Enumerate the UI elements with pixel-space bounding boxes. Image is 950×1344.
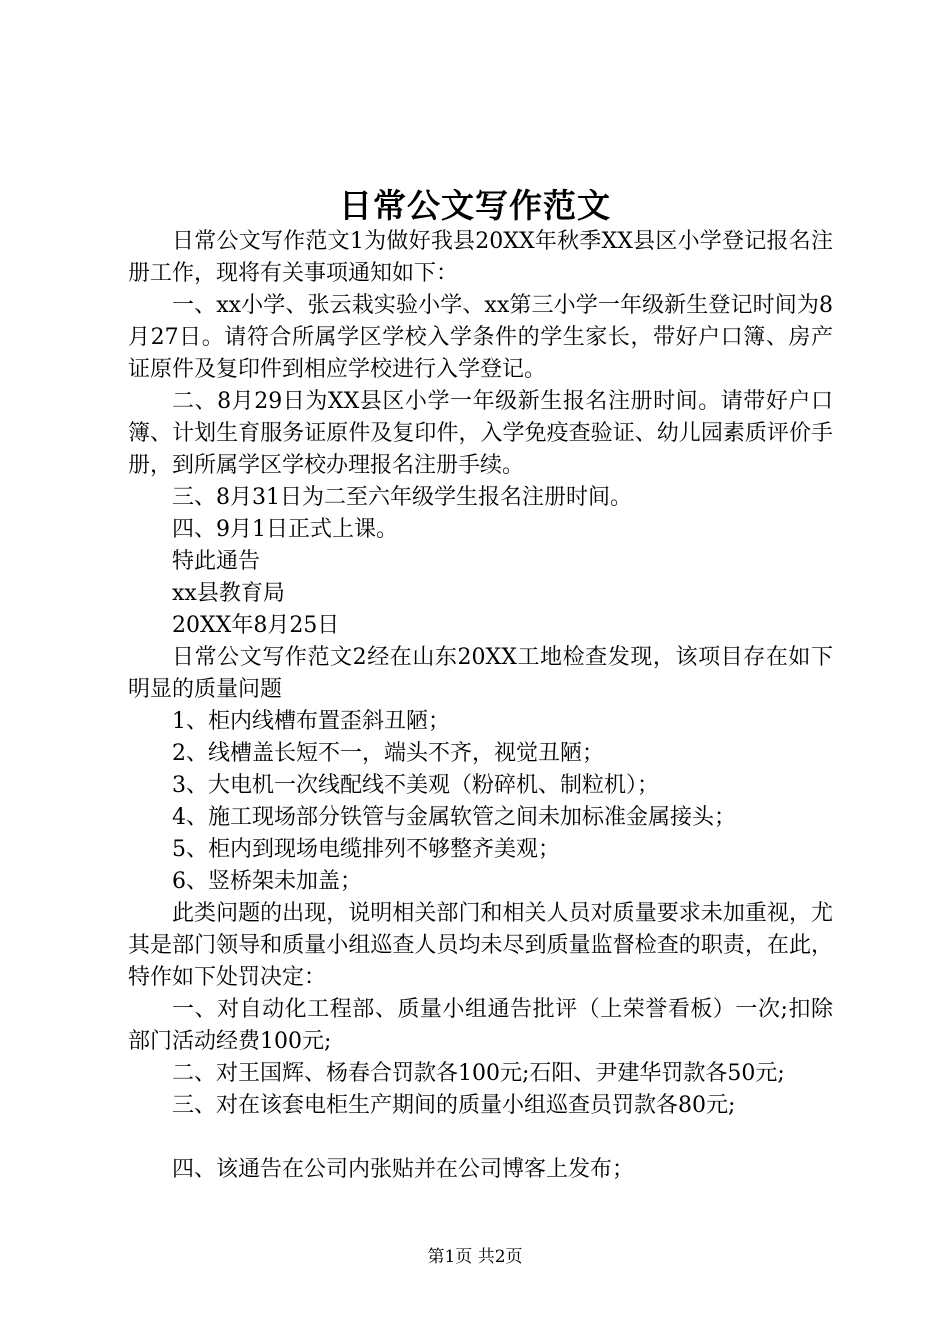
paragraph-issue-5: 5、柜内到现场电缆排列不够整齐美观；: [172, 837, 560, 862]
paragraph-notice: 特此通告: [172, 549, 261, 574]
paragraph-intro-1: 日常公文写作范文1为做好我县20XX年秋季XX县区小学登记报名注册工作，现将有关事项通知如下：: [128, 229, 833, 286]
paragraph-issue-3: 3、大电机一次线配线不美观（粉碎机、制粒机）；: [172, 773, 659, 798]
paragraph-penalty-1: 一、对自动化工程部、质量小组通告批评（上荣誉看板）一次;扣除部门活动经费100元;: [128, 997, 833, 1054]
paragraph-item-1: 一、xx小学、张云栽实验小学、xx第三小学一年级新生登记时间为8月27日。请符合所属学区学校入学条件的学生家长，带好户口簿、房产证原件及复印件到相应学校进行入学登记。: [128, 293, 833, 382]
document-title: 日常公文写作范文: [339, 186, 611, 225]
page-footer: 第1页 共2页: [427, 1247, 523, 1267]
paragraph-date: 20XX年8月25日: [172, 613, 340, 638]
paragraph-issue-1: 1、柜内线槽布置歪斜丑陋；: [172, 709, 450, 734]
paragraph-penalty-4: 四、该通告在公司内张贴并在公司博客上发布；: [172, 1157, 635, 1182]
blank-line: [128, 1122, 833, 1154]
paragraph-item-4: 四、9月1日正式上课。: [172, 517, 398, 542]
paragraph-penalty-2: 二、对王国辉、杨春合罚款各100元;石阳、尹建华罚款各50元;: [172, 1061, 785, 1086]
paragraph-intro-2: 日常公文写作范文2经在山东20XX工地检查发现，该项目存在如下明显的质量问题: [128, 645, 833, 702]
document-body: [128, 226, 833, 1186]
paragraph-item-3: 三、8月31日为二至六年级学生报名注册时间。: [172, 485, 632, 510]
paragraph-issue-6: 6、竖桥架未加盖；: [172, 869, 362, 894]
paragraph-issue-4: 4、施工现场部分铁管与金属软管之间未加标准金属接头；: [172, 805, 736, 830]
paragraph-penalty-3: 三、对在该套电柜生产期间的质量小组巡查员罚款各80元;: [172, 1093, 736, 1118]
paragraph-issue-2: 2、线槽盖长短不一，端头不齐，视觉丑陋；: [172, 741, 604, 766]
paragraph-signature: xx县教育局: [172, 581, 285, 606]
paragraph-item-2: 二、8月29日为XX县区小学一年级新生报名注册时间。请带好户口簿、计划生育服务证原件及复印件，入学免疫查验证、幼儿园素质评价手册，到所属学区学校办理报名注册手续。: [128, 389, 833, 478]
paragraph-analysis: 此类问题的出现，说明相关部门和相关人员对质量要求未加重视，尤其是部门领导和质量小组巡查人员均未尽到质量监督检查的职责，在此，特作如下处罚决定：: [128, 901, 833, 990]
